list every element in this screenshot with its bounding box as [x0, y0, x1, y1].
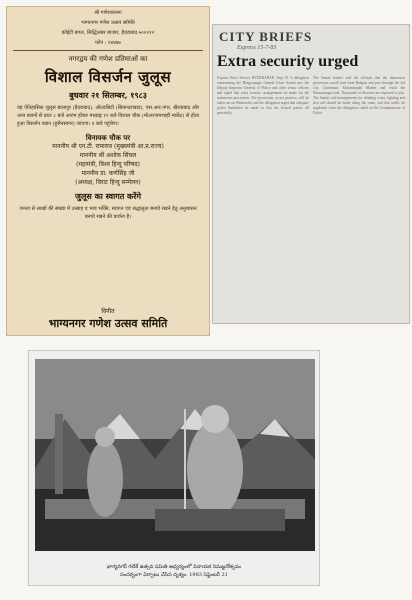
notice-subtitle: नगरद्वय की गणेश प्रतिमाओं का — [68, 55, 148, 63]
notice-guest-2: माननीय श्री अशोक सिंघल — [79, 152, 137, 159]
notice-guest-4: माननीय डा. कर्णसिंह जी — [81, 170, 135, 177]
news-kicker: CITY BRIEFS — [219, 29, 313, 44]
notice-divider — [13, 50, 203, 51]
notice-guest-3: (महामंत्री, विश्व हिन्दु परिषद) — [76, 161, 140, 168]
notice-footer: भाग्यनगर गणेश उत्सव समिति — [48, 317, 168, 330]
notice-date: बुधवार २१ सितम्बर, १९८३ — [69, 90, 147, 100]
tableau-photo — [35, 359, 315, 551]
photo-clipping — [28, 350, 320, 586]
news-column-1: Express News Service HYDERABAD, Sept 19. A delegation representing the Bhagyanagar Ganesh Utsav Samiti met the Deputy Inspector General of Police and other senior officers and urged that extra security arrangements be made for the immersion procession. The procession, as per practice, will be taken out on Wednesday and the delegation urged that adequate police bandobust be made so that the festival passes off peacefully. — [217, 76, 309, 115]
notice-guest-5: (अध्यक्ष, विराट हिन्दु सम्मेलन) — [75, 179, 141, 186]
notice-guest-1: माननीय श्री एन.टी. रामाराव (मुख्यमंत्री आ.प्र.राज्य) — [52, 143, 164, 150]
notice-address: कोईटी बगल, सिद्धिअंबर बाजार, हैदराबाद-५०००१२ — [61, 30, 155, 36]
hindi-notice-clipping — [6, 6, 210, 336]
news-clipping — [212, 24, 410, 324]
notice-shri: श्री गणेशायनमः — [94, 10, 122, 16]
notice-phone: फोन : २४४७७ — [95, 40, 121, 46]
notice-welcome: जुलूस का स्वागत करेंगे — [75, 191, 141, 201]
photo-caption-line-1: భాగ్యనగర్ గణేశ్ ఉత్సవ సమితి ఆధ్వర్యంలో వినాయక నిమజ్జనోత్సవం — [106, 564, 242, 570]
news-headline: Extra security urged — [217, 53, 359, 70]
news-dateline: Express 15-7-83 — [237, 45, 277, 51]
news-columns — [213, 73, 409, 313]
notice-appeal: जनता से लाखों की संख्या में उत्साह व भाव भक्ति, स्वागत एवं श्रद्धालुता बनाये रखने हेतु अनुशासन बनाये रखने की प्रार्थना है। — [19, 206, 197, 220]
notice-org-top: भाग्यनगर गणेश उत्सव समिति — [81, 20, 135, 26]
notice-body: यह ऐतिहासिक जुलूस बालापुर (हैदराबाद), ओल्डसिटी (सिकन्दराबाद), एस.आर.नगर, खैरताबाद और अन्य स्थानों से प्रातः ८ बजे आरंभ होकर मध्याह्न १२ बजे विशाल चौक (मोअज्जमशाही मार्केट) से होता हुआ विसर्जन स्थान (हुसैनसागर) जाएगा। ४ बजे पहुंचेगा। — [17, 105, 199, 127]
photo-caption-line-2: సందర్భంగా ఏర్పాటు చేసిన దృశ్యం. 1983 సెప్టెంబర్ 21 — [120, 572, 228, 578]
news-column-2: The Samiti leaders told the officials that the immersion procession would start from Balapur and pass through the old city, Charminar, Moazzamjahi Market and reach the Hussainsagar tank. Thousands of devotees are expected to join. The Samiti said arrangements for drinking water, lighting and first aid should be made along the route, and that traffic be regulated. Later the delegation called on the Commissioner of Police. — [313, 76, 405, 115]
notice-place: विनायक चौक पर — [85, 133, 131, 142]
photo-caption — [35, 563, 313, 579]
notice-title: विशाल विसर्जन जुलूस — [44, 68, 172, 86]
notice-vinit: विनीत — [101, 308, 115, 315]
